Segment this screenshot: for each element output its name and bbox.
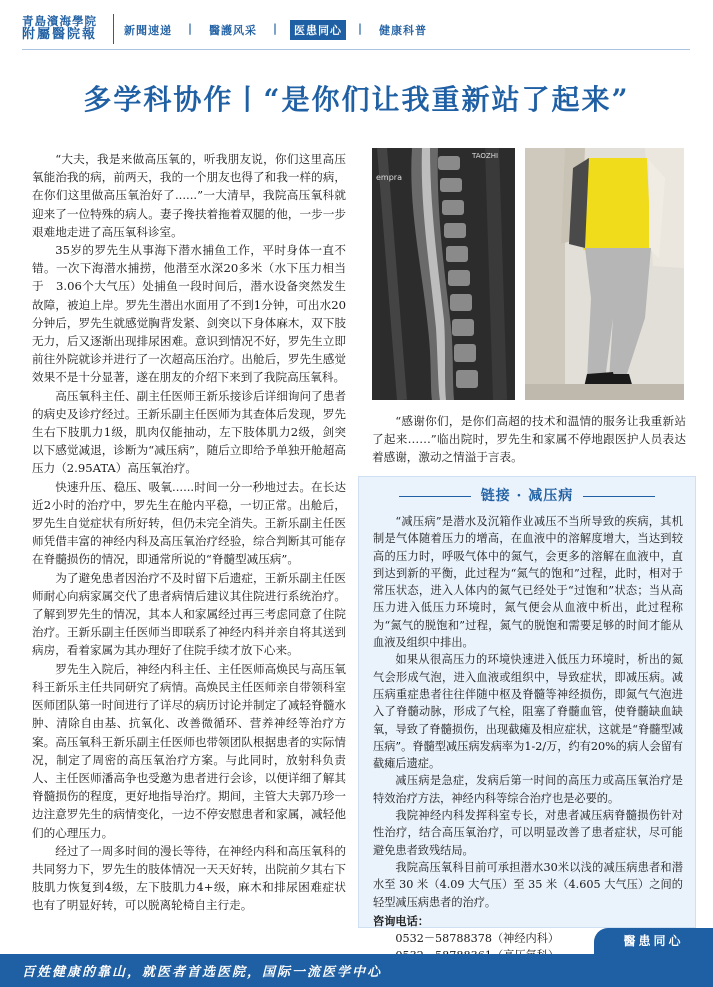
- page-header: [0, 0, 713, 58]
- contact-phone-neurology: 0532－58788378（神经内科）: [395, 932, 560, 946]
- nav-item-staff[interactable]: 醫護风采: [209, 24, 258, 37]
- newspaper-logo: [22, 14, 112, 42]
- caption-text: “感谢你们，是你们高超的技术和温情的服务让我重新站了起来……”临出院时，罗先生和家属不停地跟医护人员表达着感谢，激动之情溢于言表。: [372, 414, 686, 464]
- mri-spine-image: [372, 148, 515, 400]
- sidebar-title: 链接 · 减压病: [359, 485, 695, 505]
- sidebar-paragraph: 减压病是急症，发病后第一时间的高压力或高压氧治疗是特效治疗方法，神经内科等综合治疗也是必要的。: [373, 774, 683, 805]
- sidebar-paragraph: “减压病”是潜水及沉箱作业减压不当所导致的疾病，其机制是气体随着压力的增高，在血液中的溶解度增大，当达到较高的压力时，呼吸气体中的氮气，会更多的溶解在血液中，直到达到新的平衡，此过程为“氮气的饱和”过程，此时，相对于常压状态，进入人体内的氮气已经处于“过饱和”状态；当从高压力进入低压力环境时，氮气便会从血液中析出，此过程称为“氮气的脱饱和”过程，氮气的脱饱和需要足够的时间才能从血液及组织中排出。: [373, 515, 683, 650]
- article-paragraph: 快速升压、稳压、吸氧......时间一分一秒地过去。在长达近2小时的治疗中，罗先生在舱内平稳，一切正常。出舱后，罗先生自觉症状有所好转，但仍未完全消失。王新乐副主任医师凭借丰富的神经内科及高压氧治疗经验，综合判断其可能存在脊髓损伤的情况，即通常所说的“脊髓型减压病”。: [32, 479, 346, 567]
- article-paragraph: 经过了一周多时间的漫长等待，在神经内科和高压氧科的共同努力下，罗先生的肢体情况一天天好转，出院前夕其右下肢肌力恢复到4级，左下肢肌力4+级，麻木和排尿困难症状也有了明显好转，可以脱离轮椅自主行走。: [32, 843, 346, 913]
- logo-line2: 附屬醫院報: [22, 27, 98, 42]
- header-rule: [22, 49, 690, 50]
- nav-separator: |: [358, 22, 364, 35]
- patient-walking-photo: [525, 148, 684, 400]
- nav-separator: |: [188, 22, 194, 35]
- article-title: 多学科协作丨“是你们让我重新站了起来”: [83, 83, 630, 116]
- photo-group: [372, 148, 684, 400]
- article-paragraph: 35岁的罗先生从事海下潜水捕鱼工作，平时身体一直不错。一次下海潜水捕捞，他潜至水深20多米（水下压力相当于 3.06个大气压）处捕鱼一段时间后，潜水设备突然发生故障，被迫上岸。罗先生潜出水面用了不到1分钟，可出水20分钟后，罗先生就感觉胸背发紧、剑突以下身体麻木，双下肢无力，后又逐渐出现排尿困难。意识到情况不好，罗先生立即前往外院就诊并进行了一次超高压治疗。出舱后，罗先生感觉效果不是十分显著，遂在朋友的介绍下来到了我院高压氧科。: [32, 243, 346, 385]
- nav-separator: |: [273, 22, 279, 35]
- nav-item-news[interactable]: 新聞速递: [124, 24, 172, 37]
- mri-label-top: TAOZHI: [472, 152, 499, 160]
- section-tab: 醫患同心: [594, 928, 713, 954]
- sidebar-paragraph: 我院神经内科发挥科室专长，对患者减压病脊髓损伤针对性治疗，结合高压氧治疗，可以明显改善了患者症状，尽可能避免患者致残结局。: [373, 809, 683, 857]
- header-divider: [113, 14, 114, 44]
- article-paragraph: 为了避免患者因治疗不及时留下后遗症，王新乐副主任医师耐心向病家属交代了患者病情后建议其住院进行系统治疗。了解到罗先生的情况，其本人和家属经过再三考虑同意了住院治疗。王新乐副主任医师当即联系了神经内科并亲自将其送到病房，看着家属为其办理好了住院手续才放下心来。: [32, 570, 346, 658]
- logo-line1: 青島濱海學院: [22, 14, 97, 28]
- page-footer: [0, 954, 713, 987]
- sidebar-paragraph: 我院高压氧科目前可承担潜水30米以浅的减压病患者和潜水至 30 米（4.09 大气压）至 35 米（4.605 大气压）之间的轻型减压病患者的治疗。: [373, 860, 683, 909]
- section-nav: [120, 20, 431, 40]
- photo-caption: [372, 412, 686, 466]
- contact-label: 咨询电话：: [373, 913, 429, 928]
- article-paragraph: “大夫，我是来做高压氧的，听我朋友说，你们这里高压氧能治我的病，前两天，我的一个朋友也得了和我一样的病，在你们这里做高压氧治好了......”一大清早，我院高压氧科就迎来了一位特殊的病人。妻子搀扶着拖着双腿的他，一步一步艰难地走进了高压氧科诊室。: [32, 152, 346, 239]
- mri-label-left: empra: [376, 173, 402, 182]
- article-body: [32, 150, 346, 915]
- nav-item-health[interactable]: 健康科普: [379, 24, 428, 37]
- sidebar-body: [373, 513, 683, 965]
- footer-slogan: 百姓健康的靠山，就医者首选医院，国际一流医学中心: [22, 965, 383, 980]
- sidebar-paragraph: 如果从很高压力的环境快速进入低压力环境时，析出的氮气会形成气泡，进入血液或组织中，导致症状，即减压病。减压病重症患者往往伴随中枢及脊髓等神经损伤，即氮气气泡进入了脊髓动脉，形成了气栓，阻塞了脊髓血管，使脊髓缺血缺氧，导致了脊髓损伤，出现截瘫及相应症状，这就是“脊髓型减压病”。脊髓型减压病发病率为1-2/万，约有20%的病人会留有截瘫后遗症。: [373, 653, 683, 771]
- nav-item-doctor-patient[interactable]: 医患同心: [290, 20, 346, 40]
- article-paragraph: 罗先生入院后，神经内科主任、主任医师高焕民与高压氧科王新乐主任共同研究了病情。高焕民主任医师亲自带领科室医师团队第一时间进行了详尽的病历讨论并制定了减轻脊髓水肿、清除自由基、抗氧化、改善微循环、营养神经等治疗方案。高压氧科王新乐副主任医师也带领团队根据患者的实际情况，制定了周密的高压氧治疗方案。与此同时，放射科负责人、主任医师潘高争也受邀为患者进行会诊，以便详细了解其脊髓损伤的程度，更好地指导治疗。期间，主管大夫郭乃珍一边注意罗先生的病情变化，一边不停安慰患者和家属，减轻他们的心理压力。: [32, 661, 346, 840]
- article-paragraph: 高压氧科主任、副主任医师王新乐接诊后详细询问了患者的病史及诊疗经过。王新乐副主任医师为其查体后发现，罗先生右下肢肌力1级，肌肉仅能抽动，左下肢体肌力2级，剑突以下感觉减退，诊断为“减压病”，随后立即给予单独开舱超高压力（2.95ATA）高压氧治疗。: [32, 388, 346, 476]
